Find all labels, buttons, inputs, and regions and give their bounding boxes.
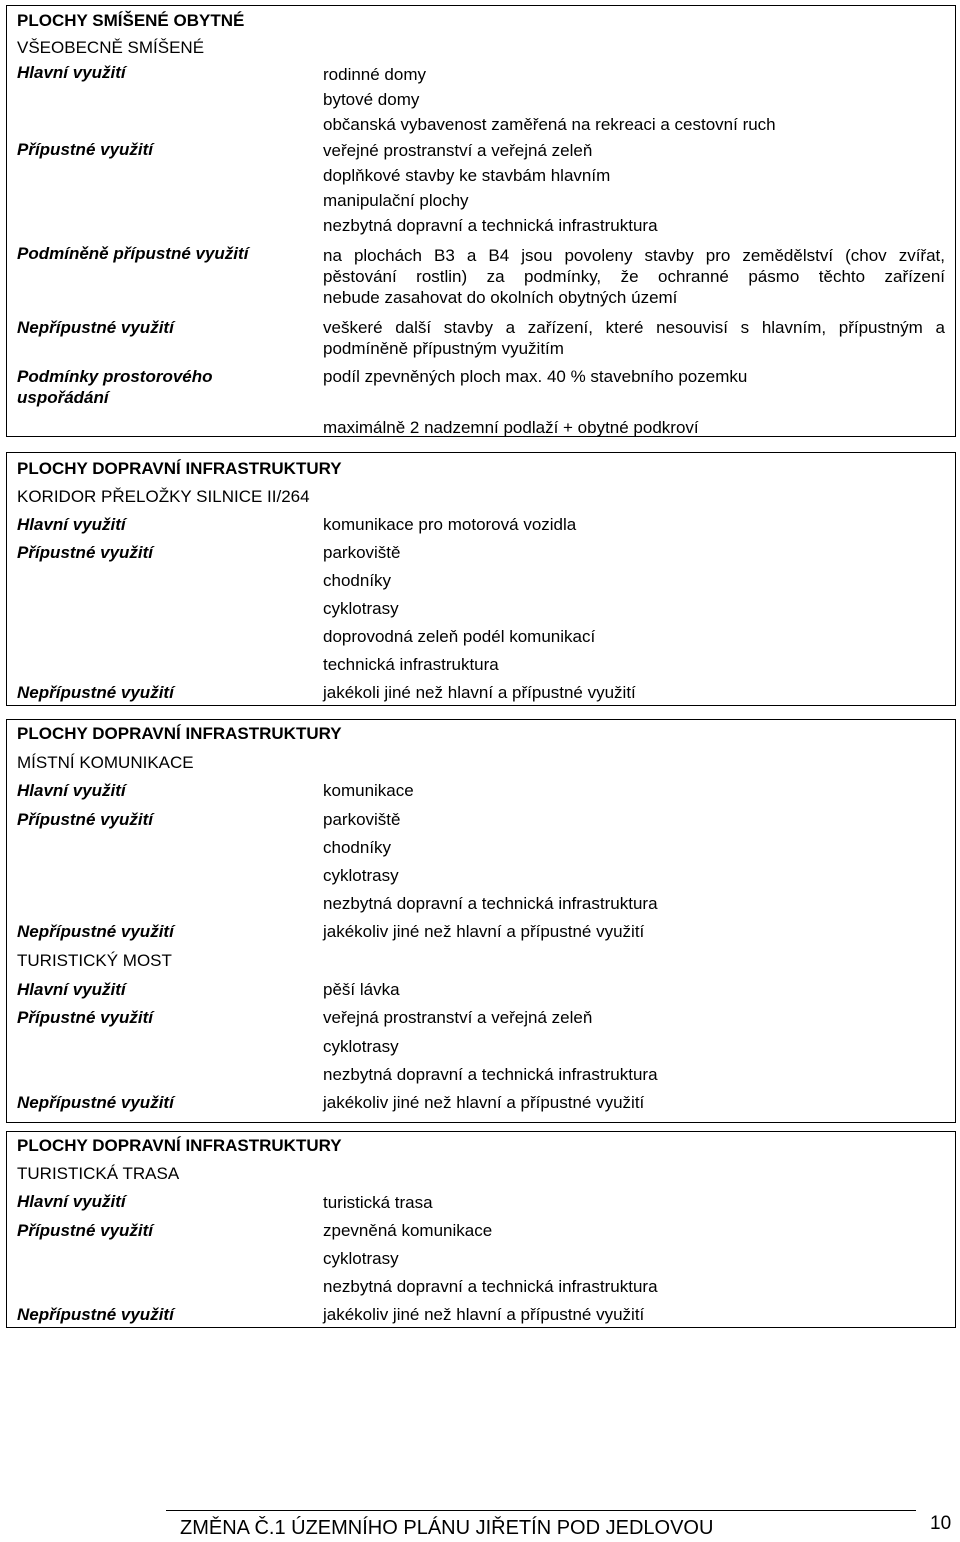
value-line: podíl zpevněných ploch max. 40 % stavebního pozemku (323, 367, 748, 386)
value-line: technická infrastruktura (323, 655, 499, 674)
section-turisticka-trasa (6, 1131, 956, 1328)
section-subtitle-2: TURISTICKÝ MOST (17, 951, 172, 970)
value-line: rodinné domy (323, 65, 427, 84)
value-line: na plochách B3 a B4 jsou povoleny stavby pro zemědělství (chov zvířat, (323, 246, 945, 265)
value-line: pěší lávka (323, 980, 400, 999)
value-line: veřejné prostranství a veřejná zeleň (323, 141, 593, 160)
label-pripustne: Přípustné využití (17, 810, 154, 829)
section-subtitle: KORIDOR PŘELOŽKY SILNICE II/264 (17, 487, 310, 506)
section-subtitle: TURISTICKÁ TRASA (17, 1164, 180, 1183)
value-line: jakékoliv jiné než hlavní a přípustné využití (323, 1093, 645, 1112)
value-line: komunikace pro motorová vozidla (323, 515, 577, 534)
label-hlavni: Hlavní využití (17, 781, 126, 800)
label-hlavni-2: Hlavní využití (17, 980, 126, 999)
label-pripustne-2: Přípustné využití (17, 1008, 154, 1027)
value-line: zpevněná komunikace (323, 1221, 493, 1240)
label-hlavni: Hlavní využití (17, 1192, 126, 1211)
value-line: pěstování rostlin) za podmínky, že ochranné pásmo těchto zařízení (323, 267, 945, 286)
section-title: PLOCHY DOPRAVNÍ INFRASTRUKTURY (17, 1136, 342, 1155)
value-line: nebude zasahovat do okolních obytných území (323, 288, 678, 307)
value-line: nezbytná dopravní a technická infrastruktura (323, 216, 658, 235)
section-title: PLOCHY DOPRAVNÍ INFRASTRUKTURY (17, 724, 342, 743)
value-line: veškeré další stavby a zařízení, které nesouvisí s hlavním, přípustným a (323, 318, 945, 337)
value-line: podmíněně přípustným využitím (323, 339, 564, 358)
value-line: doprovodná zeleň podél komunikací (323, 627, 596, 646)
label-nepripustne: Nepřípustné využití (17, 922, 174, 941)
label-nepripustne: Nepřípustné využití (17, 318, 174, 337)
label-pripustne: Přípustné využití (17, 1221, 154, 1240)
label-podminene: Podmíněně přípustné využití (17, 244, 249, 263)
value-line: cyklotrasy (323, 866, 399, 885)
label-podminky: Podmínky prostorového (17, 367, 213, 386)
value-line: komunikace (323, 781, 414, 800)
section-subtitle: MÍSTNÍ KOMUNIKACE (17, 753, 194, 772)
label-hlavni: Hlavní využití (17, 515, 126, 534)
label-podminky-2: uspořádání (17, 388, 109, 407)
value-line: jakékoliv jiné než hlavní a přípustné využití (323, 1305, 645, 1324)
value-line: parkoviště (323, 543, 401, 562)
value-line: cyklotrasy (323, 1037, 399, 1056)
label-pripustne: Přípustné využití (17, 543, 154, 562)
value-line: parkoviště (323, 810, 401, 829)
value-line: nezbytná dopravní a technická infrastruktura (323, 1065, 658, 1084)
value-line: turistická trasa (323, 1193, 433, 1212)
footer-divider (166, 1510, 916, 1511)
label-nepripustne-2: Nepřípustné využití (17, 1093, 174, 1112)
section-koridor-silnice (6, 452, 956, 706)
value-line: bytové domy (323, 90, 420, 109)
value-line: manipulační plochy (323, 191, 469, 210)
value-line: jakékoli jiné než hlavní a přípustné využití (323, 683, 636, 702)
value-line: nezbytná dopravní a technická infrastruktura (323, 1277, 658, 1296)
label-nepripustne: Nepřípustné využití (17, 683, 174, 702)
label-nepripustne: Nepřípustné využití (17, 1305, 174, 1324)
value-line: maximálně 2 nadzemní podlaží + obytné podkroví (323, 418, 699, 437)
value-line: chodníky (323, 571, 392, 590)
section-mistni-komunikace (6, 719, 956, 1123)
value-line: nezbytná dopravní a technická infrastruktura (323, 894, 658, 913)
page-number: 10 (930, 1513, 952, 1534)
value-line: cyklotrasy (323, 599, 399, 618)
footer-title: ZMĚNA Č.1 ÚZEMNÍHO PLÁNU JIŘETÍN POD JEDLOVOU (180, 1517, 714, 1539)
section-title: PLOCHY DOPRAVNÍ INFRASTRUKTURY (17, 459, 342, 478)
label-pripustne: Přípustné využití (17, 140, 154, 159)
section-subtitle: VŠEOBECNĚ SMÍŠENÉ (17, 38, 205, 57)
value-line: cyklotrasy (323, 1249, 399, 1268)
value-line: veřejná prostranství a veřejná zeleň (323, 1008, 593, 1027)
value-line: doplňkové stavby ke stavbám hlavním (323, 166, 611, 185)
section-smisene-obytne (6, 5, 956, 437)
value-line: chodníky (323, 838, 392, 857)
value-line: občanská vybavenost zaměřená na rekreaci a cestovní ruch (323, 115, 776, 134)
label-hlavni: Hlavní využití (17, 63, 126, 82)
section-title: PLOCHY SMÍŠENÉ OBYTNÉ (17, 11, 245, 30)
value-line: jakékoliv jiné než hlavní a přípustné využití (323, 922, 645, 941)
